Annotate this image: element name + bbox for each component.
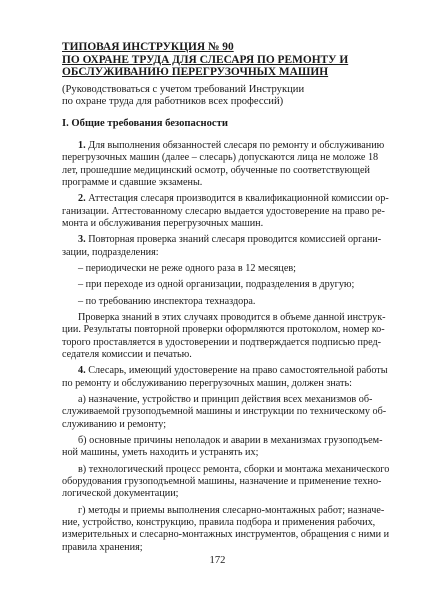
- paragraph-line: логической документации;: [62, 488, 179, 500]
- paragraph-line: перегрузочных машин (далее – слесарь) допускаются лица не моложе 18: [62, 152, 379, 164]
- paragraph-number: 2.: [78, 193, 86, 205]
- paragraph-line: измерительных и слесарно-монтажных инструментов, обращения с ними и: [62, 529, 390, 541]
- paragraph-line: ной машины, уметь находить и устранять их;: [62, 447, 259, 459]
- paragraph-first-line: [62, 193, 389, 205]
- paragraph: [62, 365, 388, 390]
- title-line: ПО ОХРАНЕ ТРУДА ДЛЯ СЛЕСАРЯ ПО РЕМОНТУ И: [62, 53, 349, 66]
- paragraph: [62, 296, 382, 308]
- paragraph-first-line: [62, 279, 382, 291]
- paragraph-text: б) основные причины неполадок и аварии в механизмах грузоподъем-: [78, 435, 383, 447]
- paragraph: [62, 463, 390, 501]
- section-heading: I. Общие требования безопасности: [62, 118, 228, 129]
- paragraph-text: а) назначение, устройство и принцип действия всех механизмов об-: [78, 394, 373, 406]
- paragraph: [62, 435, 382, 460]
- paragraph-text: Аттестация слесаря производится в квалификационной комиссии ор-: [85, 193, 389, 205]
- paragraph-line: оборудования грузоподъемной машины, назначение и применение техно-: [62, 476, 382, 488]
- document-body: [62, 140, 390, 558]
- document-title: [62, 41, 392, 79]
- paragraph: [62, 140, 385, 189]
- paragraph-first-line: [62, 463, 390, 476]
- paragraph-first-line: [62, 234, 382, 246]
- paragraph-first-line: [62, 365, 388, 377]
- note-line: по охране труда для работников всех профессий): [62, 96, 284, 108]
- paragraph-first-line: [62, 394, 382, 406]
- paragraph-line: служиванию и ремонту;: [62, 418, 167, 430]
- guidance-note: [62, 84, 392, 109]
- paragraph-first-line: [62, 140, 385, 152]
- paragraph-text: Слесарь, имеющий удостоверение на право самостоятельной работы: [85, 365, 388, 377]
- paragraph-text: – периодически не реже одного раза в 12 месяцев;: [78, 262, 297, 274]
- paragraph-text: г) методы и приемы выполнения слесарно-монтажных работ; назначе-: [78, 504, 385, 516]
- paragraph-first-line: [62, 312, 386, 324]
- paragraph-line: лет, прошедшие медицинский осмотр, обученные по соответствующей: [62, 164, 370, 176]
- paragraph-line: седателя комиссии и печатью.: [62, 349, 192, 361]
- paragraph-line: ганизации. Аттестованному слесарю выдается удостоверение на право ре-: [62, 205, 385, 217]
- paragraph-first-line: [62, 435, 382, 447]
- paragraph-first-line: [62, 504, 385, 517]
- paragraph-number: 4.: [78, 365, 86, 377]
- paragraph-line: зации, подразделения:: [62, 246, 159, 258]
- paragraph-line: ние, устройство, конструкцию, правила подбора и применения рабочих,: [62, 517, 376, 529]
- paragraph-text: – при переходе из одной организации, подразделения в другую;: [78, 279, 355, 291]
- paragraph-line: программе и сдавшие экзамены.: [62, 176, 203, 188]
- title-line: ТИПОВАЯ ИНСТРУКЦИЯ № 90: [62, 41, 234, 53]
- paragraph-line: ции. Результаты повторной проверки оформляются протоколом, номер ко-: [62, 324, 385, 336]
- paragraph-text: Для выполнения обязанностей слесаря по ремонту и обслуживанию: [85, 140, 385, 151]
- paragraph: [62, 193, 389, 230]
- paragraph-line: монта и обслуживания перегрузочных машин.: [62, 217, 264, 229]
- paragraph-line: правила хранения;: [62, 541, 143, 553]
- paragraph-text: – по требованию инспектора техназдора.: [78, 295, 256, 307]
- paragraph: [62, 279, 382, 291]
- paragraph-text: Проверка знаний в этих случаях проводится в объеме данной инструк-: [78, 312, 386, 324]
- note-line: (Руководствоваться с учетом требований Инструкции: [62, 84, 305, 95]
- paragraph: [62, 394, 387, 431]
- paragraph: [62, 504, 390, 554]
- paragraph: [62, 234, 382, 259]
- paragraph: [62, 312, 386, 361]
- paragraph: [62, 263, 382, 275]
- paragraph-text: Повторная проверка знаний слесаря проводится комиссией органи-: [85, 234, 382, 246]
- paragraph-first-line: [62, 263, 382, 275]
- paragraph-line: служиваемой грузоподъемной машины и инструкции по техническому об-: [62, 406, 387, 418]
- paragraph-number: 1.: [78, 140, 86, 151]
- paragraph-number: 3.: [78, 234, 86, 246]
- paragraph-text: в) технологический процесс ремонта, сборки и монтажа механического: [78, 463, 390, 475]
- paragraph-line: торого проставляется в удостоверении и подтверждается подписью пред-: [62, 336, 382, 348]
- paragraph-first-line: [62, 296, 382, 308]
- paragraph-line: по ремонту и обслуживанию перегрузочных машин, должен знать:: [62, 377, 352, 389]
- title-line: ОБСЛУЖИВАНИЮ ПЕРЕГРУЗОЧНЫХ МАШИН: [62, 66, 329, 79]
- page-number: 172: [209, 555, 226, 566]
